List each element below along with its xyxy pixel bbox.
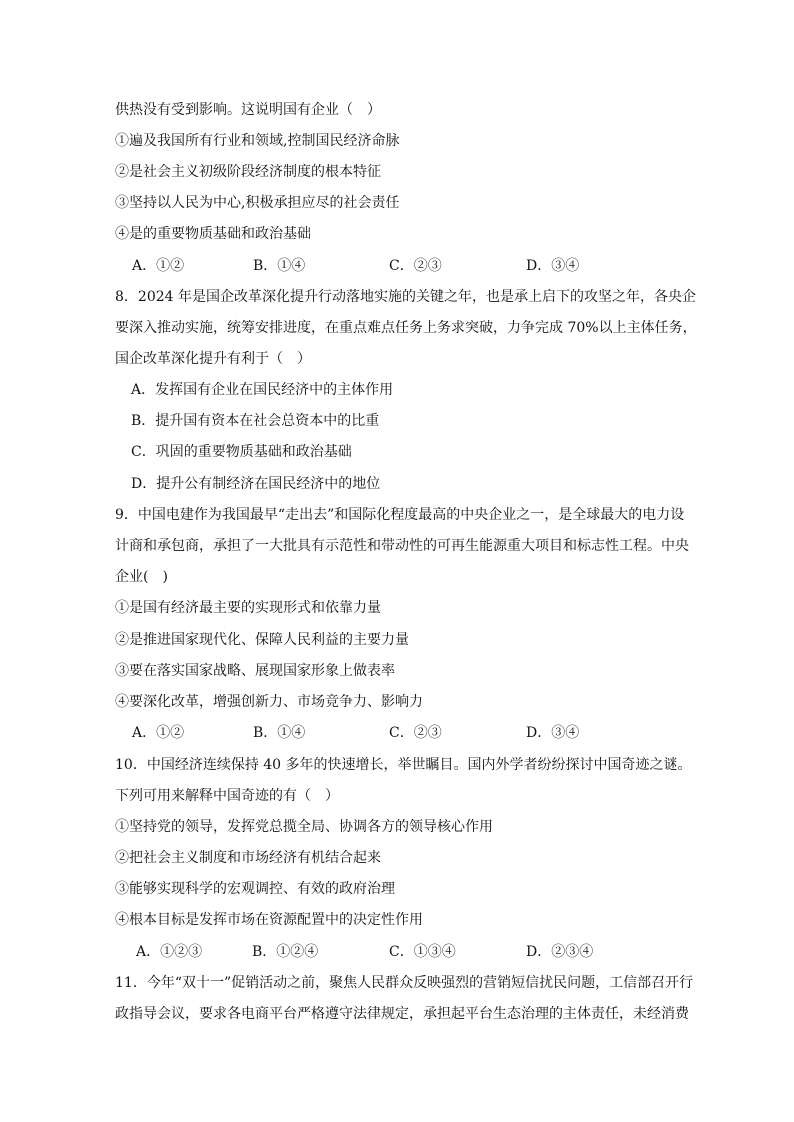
q9-item-4: ④要深化改革，增强创新力、市场竞争力、影响力 — [115, 694, 423, 710]
q9-options — [115, 723, 715, 743]
q7-option-c[interactable]: C．②③ — [389, 258, 442, 274]
q7-item-2: ②是社会主义初级阶段经济制度的根本特征 — [115, 164, 381, 180]
q7-item-1: ①遍及我国所有行业和领域,控制国民经济命脉 — [115, 133, 400, 149]
q9-stem-line-3: 企业( ) — [115, 569, 168, 585]
q10-options — [115, 942, 715, 962]
q8-option-b[interactable]: B．提升国有资本在社会总资本中的比重 — [131, 413, 380, 429]
q8-option-d[interactable]: D．提升公有制经济在国民经济中的地位 — [131, 476, 381, 492]
q10-item-1: ①坚持党的领导，发挥党总揽全局、协调各方的领导核心作用 — [115, 819, 493, 835]
q7-options — [115, 256, 715, 276]
q8-option-a[interactable]: A．发挥国有企业在国民经济中的主体作用 — [131, 382, 394, 398]
q9-stem-line-2: 计商和承包商，承担了一大批具有示范性和带动性的可再生能源重大项目和标志性工程。中央 — [115, 538, 689, 554]
q7-option-d[interactable]: D．③④ — [526, 258, 580, 274]
q8-stem-line-2: 要深入推动实施，统筹安排进度，在重点难点任务上务求突破，力争完成 70%以上主体任务， — [115, 320, 697, 336]
q8-stem-line-1: 8．2024 年是国企改革深化提升行动落地实施的关键之年，也是承上启下的攻坚之年，各央企 — [115, 289, 696, 305]
q9-item-3: ③要在落实国家战略、展现国家形象上做表率 — [115, 663, 395, 679]
q10-stem-line-1: 10．中国经济连续保持 40 多年的快速增长，举世瞩目。国内外学者纷纷探讨中国奇迹之谜。 — [115, 757, 692, 773]
q9-option-c[interactable]: C．②③ — [389, 725, 442, 741]
q7-option-b[interactable]: B．①④ — [253, 258, 306, 274]
q10-item-4: ④根本目标是发挥市场在资源配置中的决定性作用 — [115, 912, 423, 928]
q7-item-4: ④是的重要物质基础和政治基础 — [115, 226, 311, 242]
q7-stem-tail: 供热没有受到影响。这说明国有企业（ ） — [115, 102, 381, 118]
q9-option-b[interactable]: B．①④ — [253, 725, 306, 741]
q8-stem-line-3: 国企改革深化提升有利于（ ） — [115, 351, 311, 367]
q10-option-c[interactable]: C．①③④ — [389, 944, 456, 960]
q9-item-1: ①是国有经济最主要的实现形式和依靠力量 — [115, 600, 381, 616]
q9-stem-line-1: 9．中国电建作为我国最早“走出去”和国际化程度最高的中央企业之一，是全球最大的电力设 — [115, 507, 685, 523]
q11-stem-line-1: 11．今年“双十一”促销活动之前，聚焦人民群众反映强烈的营销短信扰民问题，工信部召开行 — [115, 975, 694, 991]
q9-option-a[interactable]: A．①② — [132, 725, 185, 741]
q10-item-2: ②把社会主义制度和市场经济有机结合起来 — [115, 850, 381, 866]
q9-item-2: ②是推进国家现代化、保障人民利益的主要力量 — [115, 632, 409, 648]
q9-option-d[interactable]: D．③④ — [526, 725, 580, 741]
q10-stem-line-2: 下列可用来解释中国奇迹的有（ ） — [115, 788, 339, 804]
q7-option-a[interactable]: A．①② — [132, 258, 185, 274]
q7-item-3: ③坚持以人民为中心,积极承担应尽的社会责任 — [115, 195, 400, 211]
q10-item-3: ③能够实现科学的宏观调控、有效的政府治理 — [115, 881, 395, 897]
q11-stem-line-2: 政指导会议，要求各电商平台严格遵守法律规定，承担起平台生态治理的主体责任，未经消费 — [115, 1006, 689, 1022]
q10-option-b[interactable]: B．①②④ — [252, 944, 319, 960]
q10-option-a[interactable]: A．①②③ — [136, 944, 203, 960]
q10-option-d[interactable]: D．②③④ — [526, 944, 594, 960]
q8-option-c[interactable]: C．巩固的重要物质基础和政治基础 — [131, 444, 352, 460]
